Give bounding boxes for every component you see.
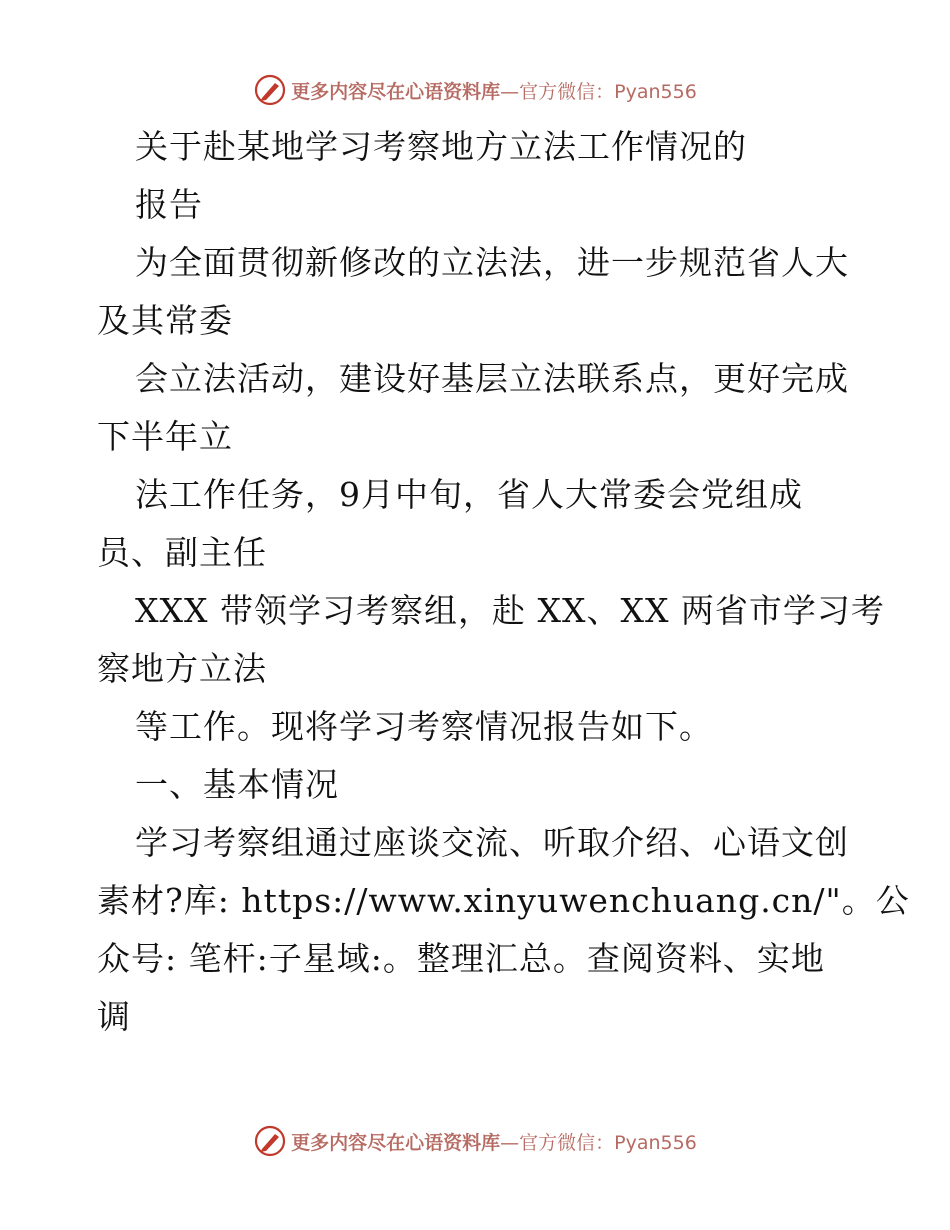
banner-main-text: 更多内容尽在心语资料库 [291, 80, 501, 103]
paragraph-line: 及其常委 [97, 301, 233, 340]
banner-text [291, 77, 697, 104]
paragraph-line: 察地方立法 [97, 649, 267, 688]
paragraph-line: 众号: 笔杆:子星域:。整理汇总。查阅资料、实地 [97, 939, 825, 978]
document-body [97, 118, 910, 1046]
pen-seal-logo-icon [253, 73, 287, 107]
paragraph-line: 法工作任务，9月中旬，省人大常委会党组成 [135, 475, 803, 514]
paragraph-line: 会立法活动，建设好基层立法联系点，更好完成 [135, 359, 849, 398]
banner-suffix-text: —官方微信：Pyan556 [500, 80, 697, 103]
paragraph-line: 下半年立 [97, 417, 233, 456]
header-banner [0, 70, 950, 110]
title-line-1: 关于赴某地学习考察地方立法工作情况的 [135, 127, 747, 166]
banner-main-text: 更多内容尽在心语资料库 [291, 1131, 501, 1154]
paragraph-line: 素材?库: https://www.xinyuwenchuang.cn/"。公 [97, 881, 910, 920]
footer-banner [0, 1121, 950, 1161]
title-line-2: 报告 [135, 185, 203, 224]
paragraph-line: XXX 带领学习考察组，赴 XX、XX 两省市学习考 [135, 591, 885, 630]
banner-suffix-text: —官方微信：Pyan556 [500, 1131, 697, 1154]
paragraph-line: 学习考察组通过座谈交流、听取介绍、心语文创 [135, 823, 849, 862]
paragraph-line: 调 [97, 997, 131, 1036]
paragraph-line: 员、副主任 [97, 533, 267, 572]
paragraph-line: 等工作。现将学习考察情况报告如下。 [135, 707, 713, 746]
section-heading: 一、基本情况 [135, 765, 339, 804]
banner-text [291, 1128, 697, 1155]
paragraph-line: 为全面贯彻新修改的立法法，进一步规范省人大 [135, 243, 849, 282]
pen-seal-logo-icon [253, 1124, 287, 1158]
